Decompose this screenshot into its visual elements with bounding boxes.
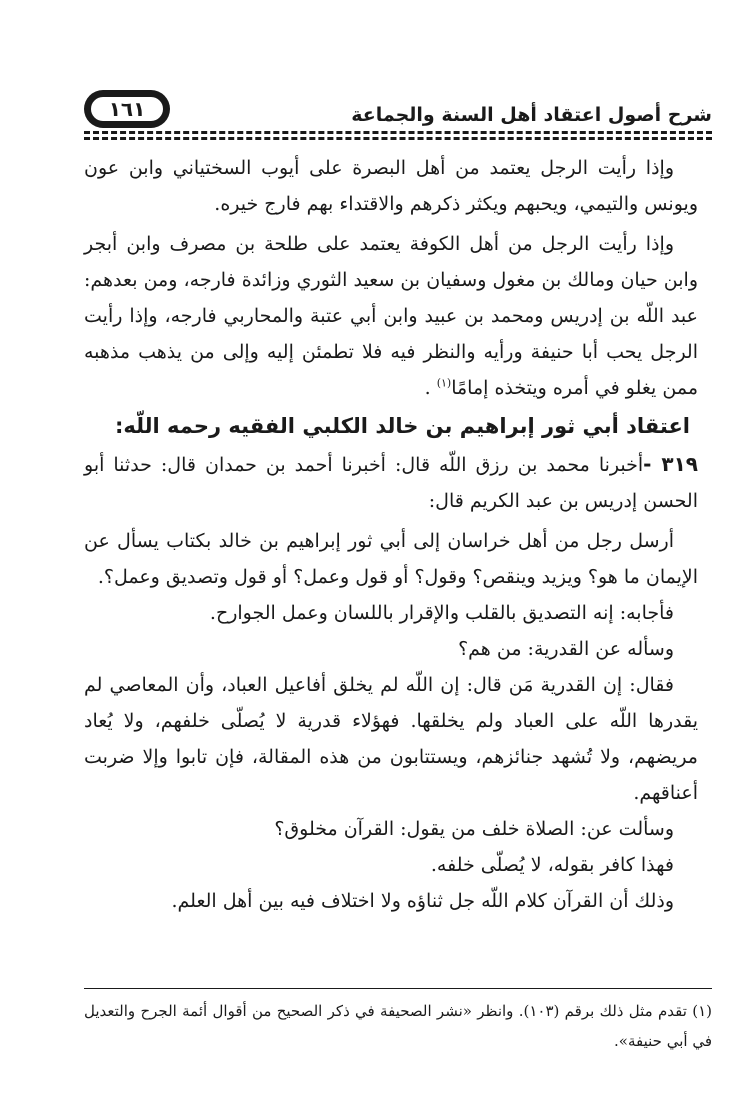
paragraph-quran: وذلك أن القرآن كلام اللّه جل ثناؤه ولا اختلاف فيه بين أهل العلم. [171,890,674,912]
narration-text: أخبرنا محمد بن رزق اللّه قال: أخبرنا أحمد بن حمدان قال: حدثنا أبو الحسن إدريس بن عبد الكريم قال: [84,454,698,512]
paragraph-basra: وإذا رأيت الرجل يعتمد من أهل البصرة على أيوب السختياني وابن عون ويونس والتيمي، ويحبهم ويكثر ذكرهم والاقتداء بهم فارج خيره. [84,157,698,215]
paragraph-answer-iman: فأجابه: إنه التصديق بالقلب والإقرار باللسان وعمل الجوارح. [209,602,674,624]
running-title: شرح أصول اعتقاد أهل السنة والجماعة [351,104,712,126]
page-number: ١٦١ [108,97,146,121]
footnote-separator [84,988,712,989]
page-number-badge [84,90,170,128]
footnote: (١) تقدم مثل ذلك برقم (١٠٣). وانظر «نشر الصحيفة في ذكر الصحيح من أقوال أئمة الجرح والتعديل في أبي حنيفة». [84,1002,713,1050]
paragraph-prayer-answer: فهذا كافر بقوله، لا يُصلّى خلفه. [430,854,674,876]
main-text [84,150,698,919]
footnote-marker: (١) [436,376,452,390]
paragraph-kufa-text: وإذا رأيت الرجل من أهل الكوفة يعتمد على طلحة بن مصرف وابن أبجر وابن حيان ومالك بن مغول وسفيان بن سعيد الثوري وزائدة فارجه، ومن بعدهم: عبد اللّه بن إدريس ومحمد بن عبيد وابن أبي عتبة والمحاربي فارجه، وإذا رأيت الرجل يحب أبا حنيفة ورأيه والنظر فيه فلا تطمئن إليه وإلى من يذهب مذهبه ممن يغلو في أمره ويتخذه إمامًا [84,233,698,399]
paragraph-qadariyya-question: وسأله عن القدرية: من هم؟ [458,638,674,660]
paragraph-kufa-end: . [424,377,431,399]
page-header [84,90,712,130]
section-heading: اعتقاد أبي ثور إبراهيم بن خالد الكلبي الفقيه رحمه اللّه: [114,414,690,438]
paragraph-prayer-question: وسألت عن: الصلاة خلف من يقول: القرآن مخلوق؟ [274,818,674,840]
paragraph-qadariyya-answer: فقال: إن القدرية مَن قال: إن اللّه لم يخلق أفاعيل العباد، وأن المعاصي لم يقدرها اللّه على العباد ولم يخلقها. فهؤلاء قدرية لا يُصلّى خلفهم، ولا يُعاد مريضهم، ولا تُشهد جنائزهم، ويستتابون من هذه المقالة، فإن تابوا وإلا ضربت أعناقهم. [84,674,698,804]
header-rule-top [84,131,712,134]
narration-number: ٣١٩ - [643,452,699,476]
paragraph-khurasan-letter: أرسل رجل من أهل خراسان إلى أبي ثور إبراهيم بن خالد بكتاب يسأل عن الإيمان ما هو؟ ويزيد وينقص؟ وقول؟ أو قول وعمل؟ أو قول وتصديق وعمل؟. [84,530,698,588]
narration-319 [84,446,698,519]
paragraph-kufa [84,226,698,406]
header-rule-bottom [84,137,712,140]
